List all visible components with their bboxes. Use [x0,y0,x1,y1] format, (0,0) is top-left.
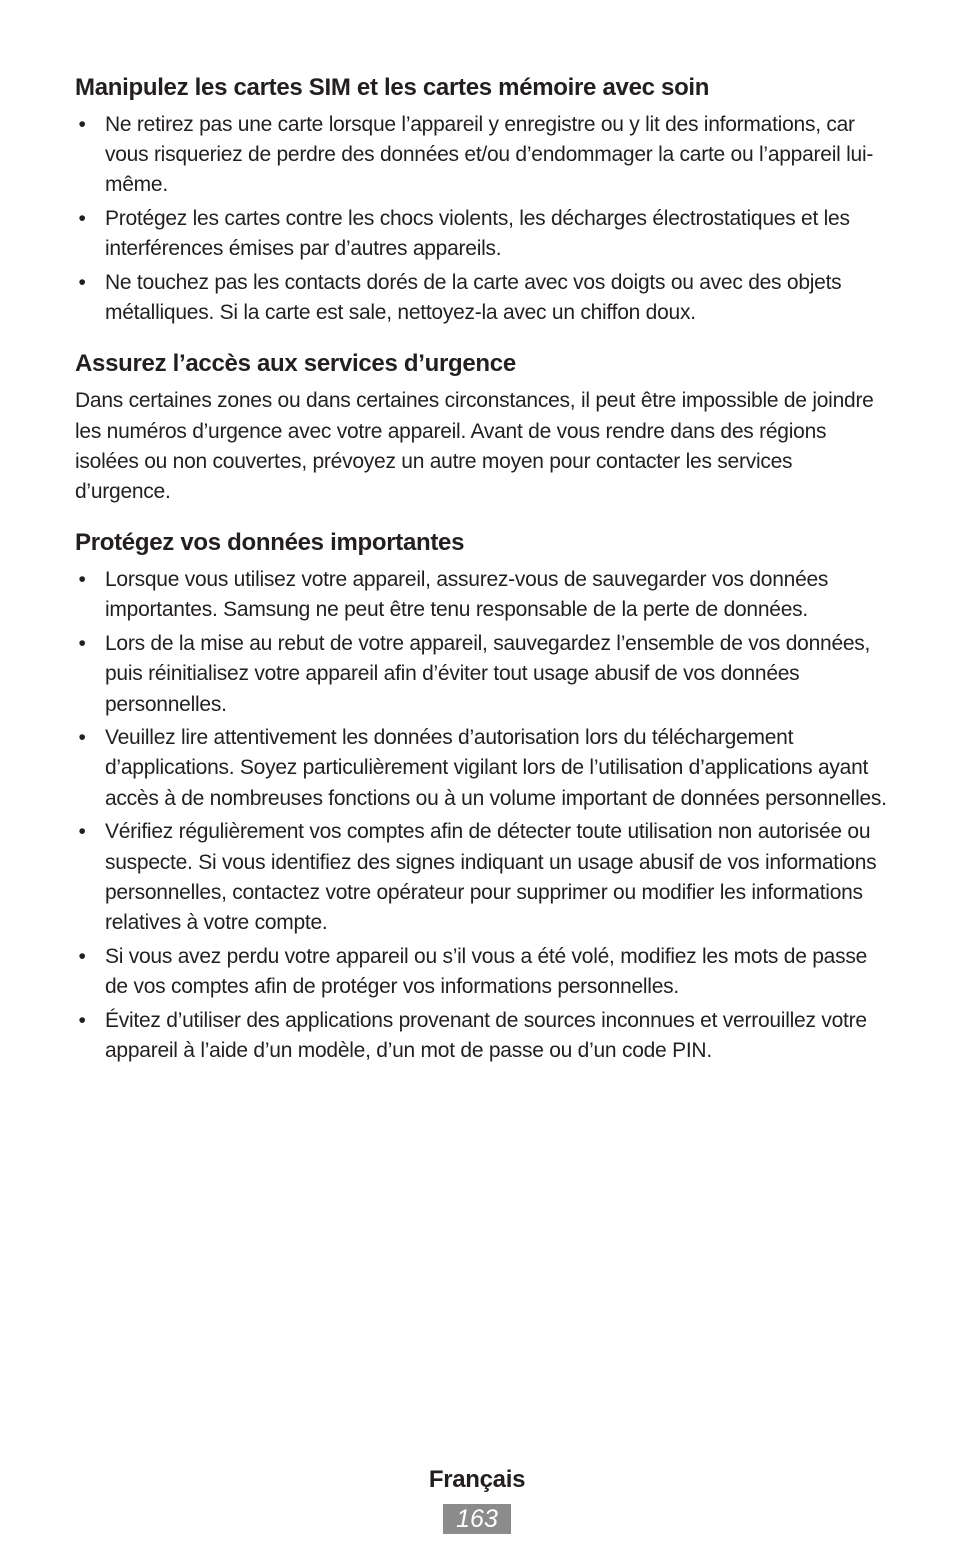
list-item: • Vérifiez régulièrement vos comptes afin de détecter toute utilisation non autorisée ou suspecte. Si vous identifiez des signes indiquant un usage abusif de vos informations personnelles, contactez votre opérateur pour supprimer ou modifier les informations relatives à votre compte. [75,817,887,938]
bullet-icon: • [78,271,86,295]
document-body [75,72,887,1069]
bullet-icon: • [78,568,86,592]
page-footer [0,1462,954,1534]
list-item: • Veuillez lire attentivement les données d’autorisation lors du téléchargement d’applications. Soyez particulièrement vigilant lors de l’utilisation d’applications ayant accès à de nombreuses fonctions ou à un volume important de données personnelles. [75,723,887,814]
section-sim-cards [75,72,887,328]
section-heading: Assurez l’accès aux services d’urgence [75,350,516,378]
bullet-icon: • [78,207,86,231]
list-item: • Si vous avez perdu votre appareil ou s’il vous a été volé, modifiez les mots de passe de vos comptes afin de protéger vos informations personnelles. [75,942,887,1002]
section-heading: Protégez vos données importantes [75,529,465,557]
bullet-icon: • [78,944,86,968]
list-item: • Ne retirez pas une carte lorsque l’appareil y enregistre ou y lit des informations, car vous risqueriez de perdre des données et/ou d’endommager la carte ou l’appareil lui-même. [75,110,887,201]
section-heading: Manipulez les cartes SIM et les cartes mémoire avec soin [75,74,710,101]
list-item: • Protégez les cartes contre les chocs violents, les décharges électrostatiques et les interférences émises par d’autres appareils. [75,204,887,264]
page-number: 163 [443,1504,511,1534]
section-paragraph: Dans certaines zones ou dans certaines circonstances, il peut être impossible de joindre les numéros d’urgence avec votre appareil. Avant de vous rendre dans des régions isolées ou non couvertes, prévoyez un autre moyen pour contacter les services d’urgence. [75,389,874,504]
bullet-icon: • [78,820,86,844]
bullet-icon: • [78,1008,86,1032]
footer-language: Français [428,1466,526,1493]
list-item: • Ne touchez pas les contacts dorés de la carte avec vos doigts ou avec des objets métalliques. Si la carte est sale, nettoyez-la avec un chiffon doux. [75,268,887,328]
bullet-icon: • [78,632,86,656]
list-item: • Lorsque vous utilisez votre appareil, assurez-vous de sauvegarder vos données importantes. Samsung ne peut être tenu responsable de la perte de données. [75,565,887,625]
list-item: • Évitez d’utiliser des applications provenant de sources inconnues et verrouillez votre appareil à l’aide d’un modèle, d’un mot de passe ou d’un code PIN. [75,1006,887,1066]
bullet-list [75,110,887,328]
bullet-list [75,565,887,1066]
list-item: • Lors de la mise au rebut de votre appareil, sauvegardez l’ensemble de vos données, puis réinitialisez votre appareil afin d’éviter tout usage abusif de vos données personnelles. [75,629,887,720]
section-emergency-services [75,348,887,507]
section-important-data [75,527,887,1066]
bullet-icon: • [78,726,86,750]
bullet-icon: • [78,113,86,136]
